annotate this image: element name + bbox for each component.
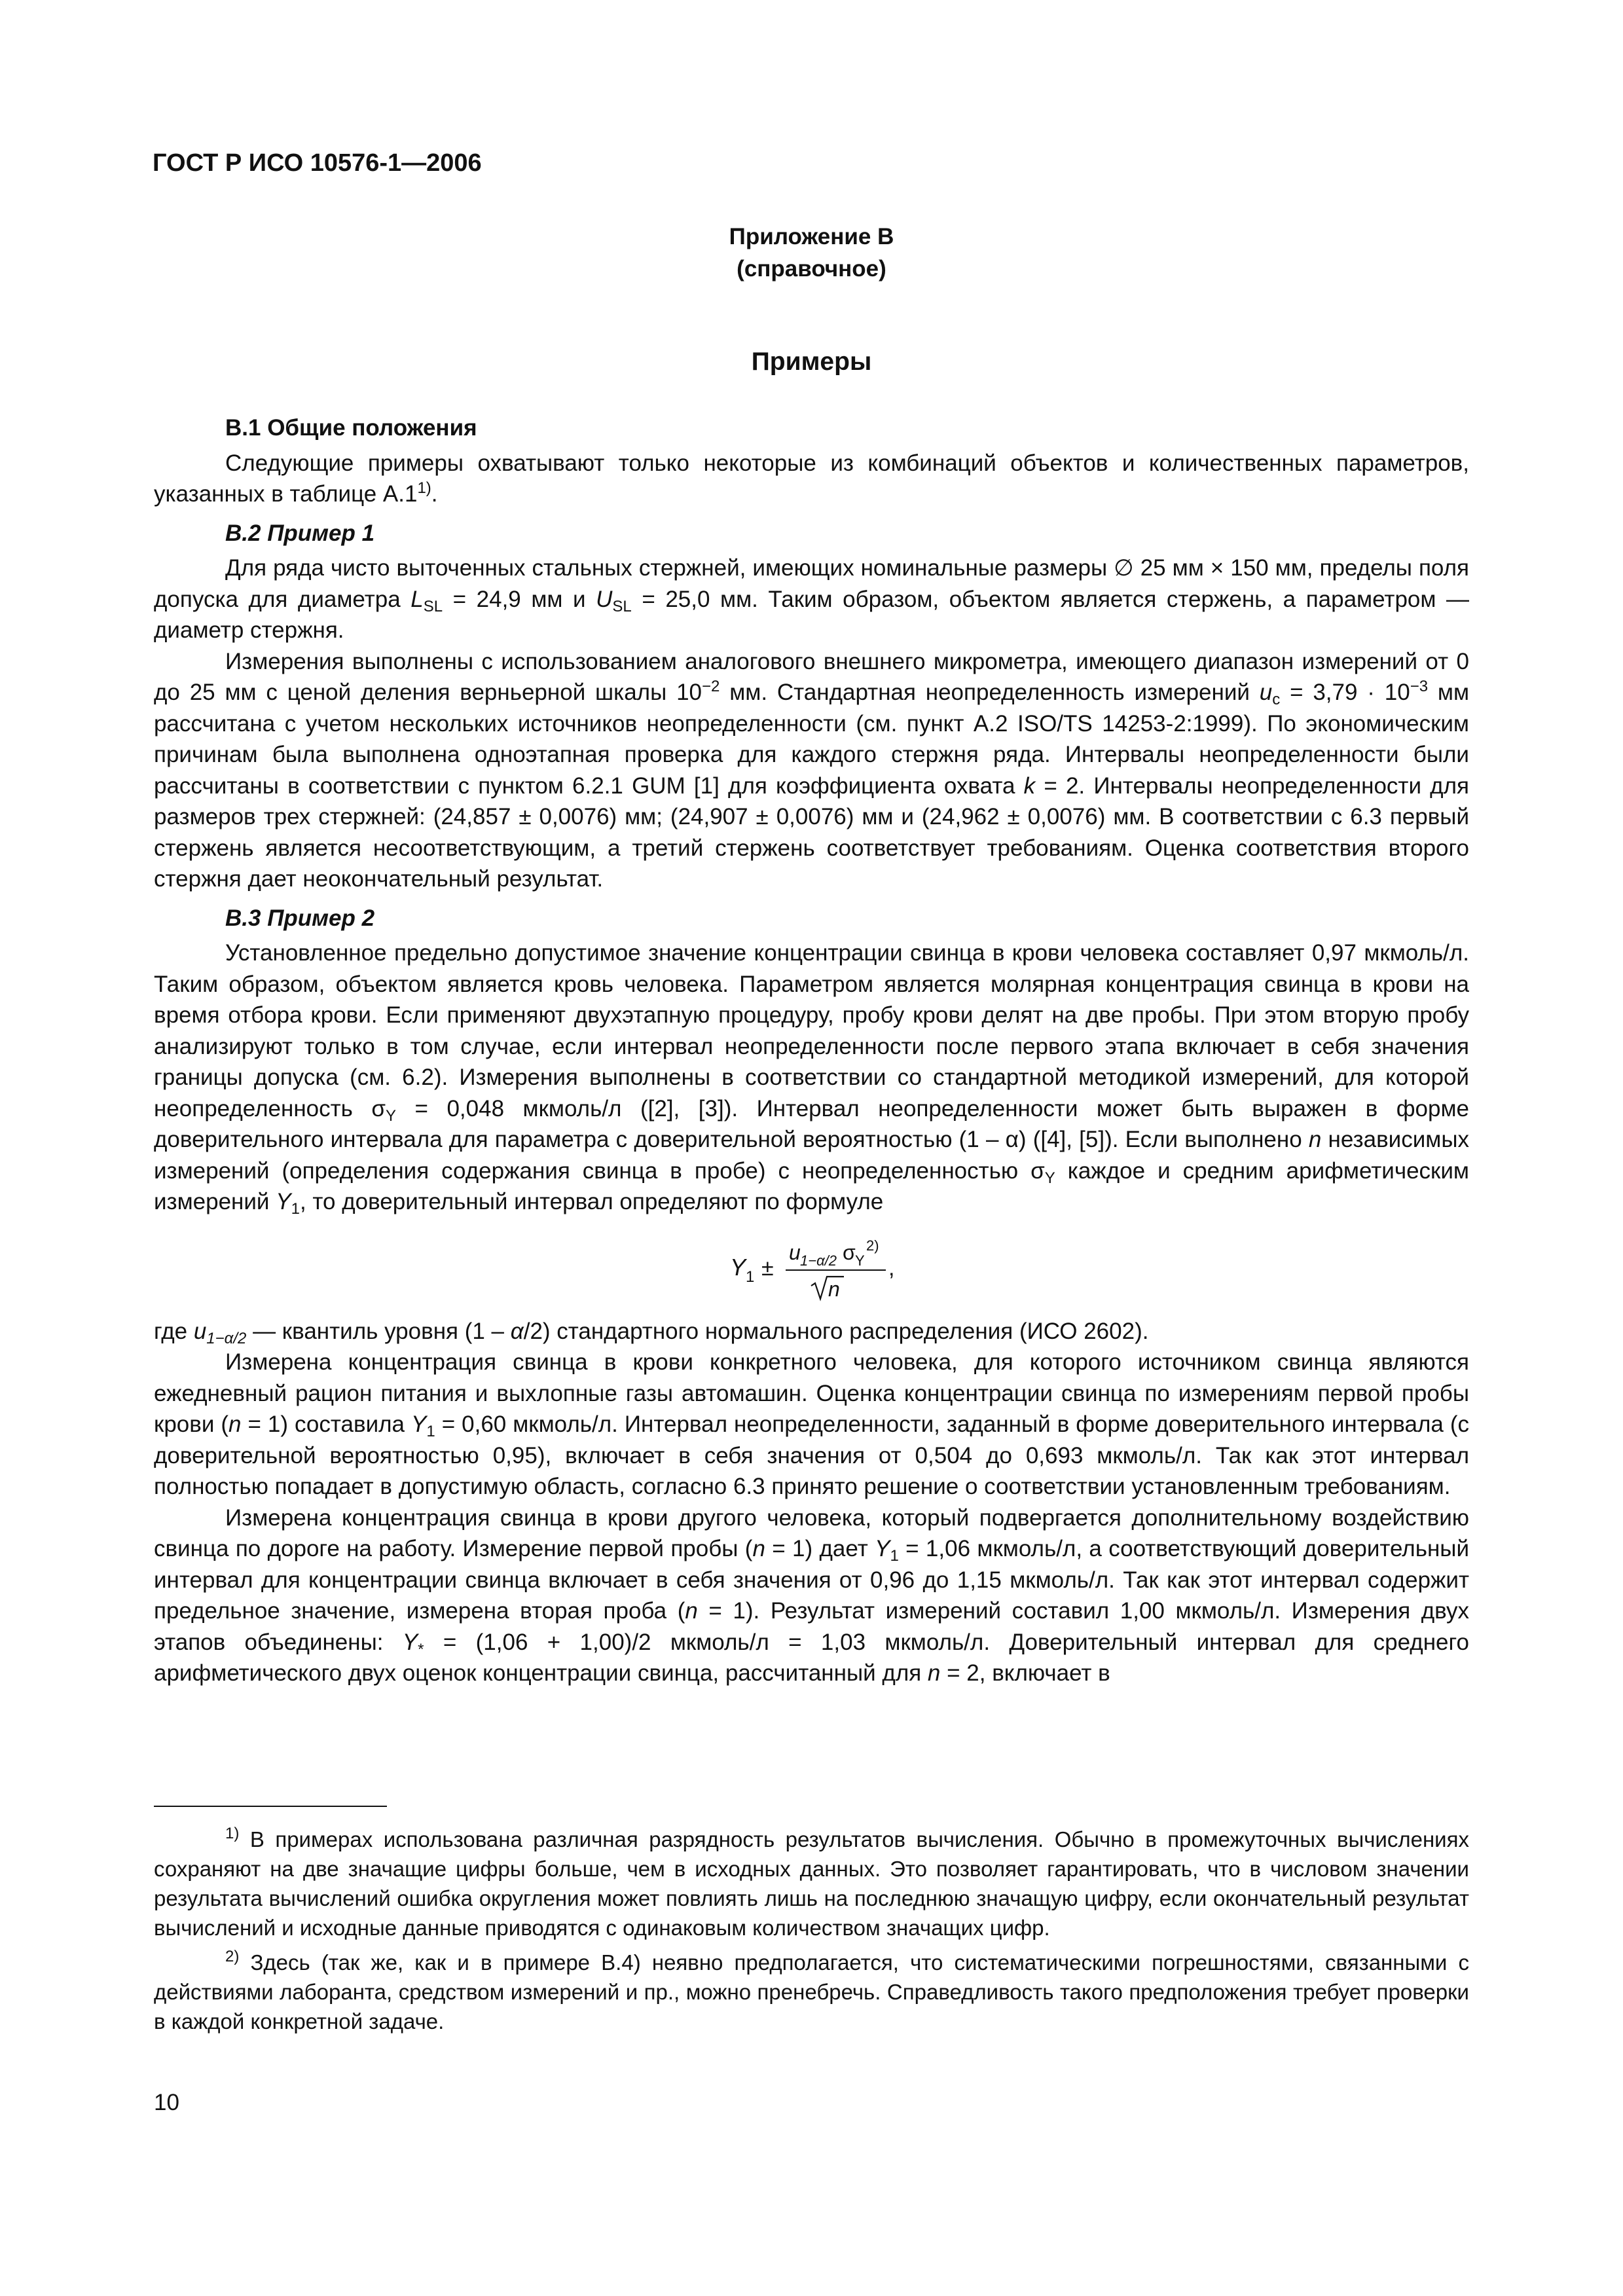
formula-graphic xyxy=(154,1218,1469,1316)
footnotes xyxy=(154,1825,1469,2041)
footnote-ref-2[interactable]: 2) xyxy=(866,1237,879,1254)
paragraph-b1: Следующие примеры охватывают только некоторые из комбинаций объектов и количественных параметров, указанных в таблице А.1$^{1)}$. xyxy=(154,450,1469,507)
footnote-separator xyxy=(154,1806,387,1807)
document-id: ГОСТ Р ИСО 10576-1—2006 xyxy=(153,149,482,177)
formula-numerator-sigma: σ xyxy=(843,1240,856,1264)
paragraph-b2-2: Измерения выполнены с использованием аналогового внешнего микрометра, имеющего диапазон измерений от 0 до 25 мм с ценой деления верньерной шкалы $10^{-2}$ мм. Стандартная неопределенность измерений $u_c = 3,79 \cdot 10^{-3}$ мм рассчитана с учетом нескольких источников неопределенности (см. пункт А.2 ISO/TS 14253-2:1999). По экономическим причинам была выполнена одноэтапная проверка для каждого стержня ряда. Интервалы неопределенности были рассчитаны в соответствии с пунктом 6.2.1 GUM [1] для коэффициента охвата k = 2. Интервалы неопределенности для размеров трех стержней: (24,857 ± 0,0076) мм; (24,907 ± 0,0076) мм и (24,962 ± 0,0076) мм. В соответствии с 6.3 первый стержень является несоответствующим, а третий стержень соответствует требованиям. Оценка соответствия второго стержня дает неокончательный результат. xyxy=(154,648,1470,892)
paragraph-b3-3: Измерена концентрация свинца в крови другого человека, который подвергается дополнительному воздействию свинца по дороге на работу. Измерение первой пробы (n = 1) дает $Y_1 = 1,06$ мкмоль/л, а соответствующий доверительный интервал для концентрации свинца включает в себя значения от 0,96 до 1,15 мкмоль/л. Так как этот интервал содержит предельное значение, измерена вторая проба (n = 1). Результат измерений составил 1,00 мкмоль/л. Измерения двух этапов объединены: $Y_* = (1,06 + 1,00)/2$ мкмоль/л = 1,03 мкмоль/л. Доверительный интервал для среднего арифметического двух оценок концентрации свинца, рассчитанный для n = 2, включает в xyxy=(154,1504,1469,1686)
formula-numerator-u: u xyxy=(789,1240,801,1264)
formula-denominator-n: n xyxy=(828,1277,840,1301)
formula-numerator-sub: 1−α/2 xyxy=(800,1252,837,1269)
main-text xyxy=(154,412,1469,1689)
footnote-1: $^{1)}$ В примерах использована различная разрядность результатов вычисления. Обычно в промежуточных вычислениях сохраняют на две значащие цифры больше, чем в исходных данных. Это позволяет гарантировать, что в числовом значении результата вычислений ошибка округления может повлиять лишь на последнюю значащую цифру, если окончательный результат вычислений и исходные данные приводятся с одинаковым количеством значащих цифр. xyxy=(154,1825,1469,1940)
formula-plus-minus: ± xyxy=(761,1255,774,1281)
formula-numerator-sigma-sub: Y xyxy=(855,1252,865,1269)
annex-status: (справочное) xyxy=(737,256,886,282)
annex-label: Приложение В xyxy=(729,224,894,249)
section-heading-b1: В.1 Общие положения xyxy=(225,415,477,441)
paragraph-b3-where: где $u_{1-\alpha/2}$ — квантиль уровня (1 – α/2) стандартного нормального распределения (ИСО 2602). xyxy=(154,1318,1149,1347)
section-heading-b3: В.3 Пример 2 xyxy=(225,905,375,931)
footnote-2: $^{2)}$ Здесь (так же, как и в примере В.4) неявно предполагается, что систематическими погрешностями, связанными с действиями лаборанта, средством измерений и пр., можно пренебречь. Справедливость такого предположения требует проверки в каждой конкретной задаче. xyxy=(154,1948,1469,2033)
confidence-interval-formula xyxy=(154,1218,1469,1316)
paragraph-b3-2: Измерена концентрация свинца в крови конкретного человека, для которого источником свинца являются ежедневный рацион питания и выхлопные газы автомашин. Оценка концентрации свинца по измерениям первой пробы крови (n = 1) составила $Y_1 = 0,60$ мкмоль/л. Интервал неопределенности, заданный в форме доверительного интервала (с доверительной вероятностью 0,95), включает в себя значения от 0,504 до 0,693 мкмоль/л. Так как этот интервал полностью попадает в допустимую область, согласно 6.3 принято решение о соответствии установленным требованиям. xyxy=(154,1349,1470,1499)
paragraph-b2-1: Для ряда чисто выточенных стальных стержней, имеющих номинальные размеры ∅ 25 мм × 150 мм, пределы поля допуска для диаметра $L_{SL} = 24,9$ мм и $U_{SL} = 25,0$ мм. Таким образом, объектом является стержень, а параметром — диаметр стержня. xyxy=(154,555,1470,643)
formula-comma: , xyxy=(888,1255,895,1281)
formula-lhs: Y xyxy=(730,1253,746,1281)
formula-lhs-sub: 1 xyxy=(746,1267,755,1286)
section-heading-b2: В.2 Пример 1 xyxy=(225,520,375,546)
footnote-ref-1[interactable]: 1) xyxy=(417,479,431,497)
annex-title: Примеры xyxy=(751,348,872,376)
page-number: 10 xyxy=(154,2090,179,2115)
paragraph-b3-1: Установленное предельно допустимое значение концентрации свинца в крови человека составляет 0,97 мкмоль/л. Таким образом, объектом является кровь человека. Параметром является молярная концентрация свинца в крови на время отбора крови. Если применяют двухэтапную процедуру, пробу крови делят на две пробы. При этом вторую пробу анализируют только в том случае, если интервал неопределенности после первого этапа включает в себя значения границы допуска (см. 6.2). Измерения выполнены в соответствии со стандартной методикой измерений, для которой неопределенность $\sigma_Y = 0,048$ мкмоль/л ([2], [3]). Интервал неопределенности может быть выражен в форме доверительного интервала для параметра с доверительной вероятностью (1 – α) ([4], [5]). Если выполнено n независимых измерений (определения содержания свинца в пробе) с неопределенностью $\sigma_Y$ каждое и средним арифметическим измерений $Y_1$, то доверительный интервал определяют по формуле xyxy=(154,940,1470,1218)
